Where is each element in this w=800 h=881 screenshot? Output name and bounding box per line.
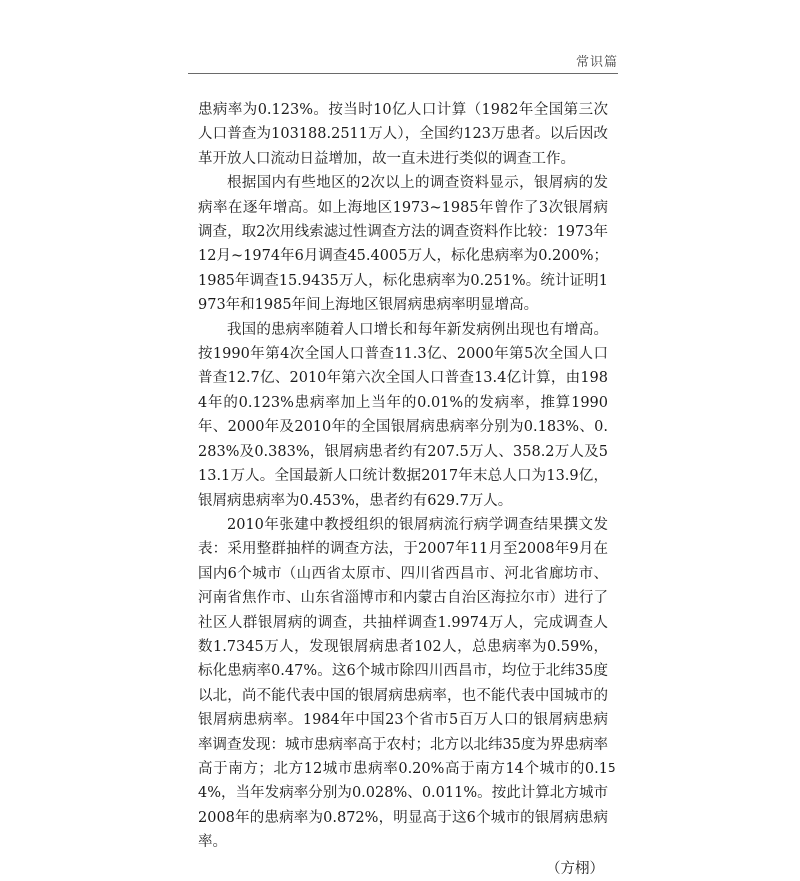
paragraph-3: 我国的患病率随着人口增长和每年新发病例出现也有增高。按1990年第4次全国人口普查11.3亿、2000年第5次全国人口普查12.7亿、2010年第六次全国人口普查13.4亿计算，由1984年的0.123%患病率加上当年的0.01%的发病率，推算1990年、2000年及2010年的全国银屑病患病率分别为0.183%、0.283%及0.383%，银屑病患者约有207.5万人、358.2万人及513.1万人。全国最新人口统计数据2017年末总人口为13.9亿，银屑病患病率为0.453%，患者约有629.7万人。 <box>198 321 608 509</box>
body-text <box>198 98 608 881</box>
paragraph-1: 患病率为0.123%。按当时10亿人口计算（1982年全国第三次人口普查为103188.2511万人），全国约123万患者。以后因改革开放人口流动日益增加，故一直未进行类似的调查工作。 <box>198 102 608 167</box>
header-divider <box>188 73 618 74</box>
paragraph-4: 2010年张建中教授组织的银屑病流行病学调查结果撰文发表：采用整群抽样的调查方法，于2007年11月至2008年9月在国内6个城市（山西省太原市、四川省西昌市、河北省廊坊市、河南省焦作市、山东省淄博市和内蒙古自治区海拉尔市）进行了社区人群银屑病的调查，共抽样调查1.9974万人，完成调查人数1.7345万人，发现银屑病患者102人，总患病率为0.59%，标化患病率0.47%。这6个城市除四川西昌市，均位于北纬35度以北，尚不能代表中国的银屑病患病率，也不能代表中国城市的银屑病患病率。1984年中国23个省市5百万人口的银屑病患病率调查发现：城市患病率高于农村；北方以北纬35度为界患病率高于南方；北方12城市患病率0.20%高于南方14个城市的0.14%，当年发病率分别为0.028%、0.011%。按此计算北方城市2008年的患病率为0.872%，明显高于这6个城市的银屑病患病率。 <box>198 516 608 851</box>
page-number: 5 <box>608 761 616 775</box>
paragraph-2: 根据国内有些地区的2次以上的调查资料显示，银屑病的发病率在逐年增高。如上海地区1973~1985年曾作了3次银屑病调查，取2次用线索滤过性调查方法的调查资料作比较：1973年12月~1974年6月调查45.4005万人，标化患病率为0.200%；1985年调查15.9435万人，标化患病率为0.251%。统计证明1973年和1985年间上海地区银屑病患病率明显增高。 <box>198 175 608 314</box>
running-title: 常识篇 <box>575 55 618 70</box>
author-signature: （方栩） <box>546 860 604 877</box>
